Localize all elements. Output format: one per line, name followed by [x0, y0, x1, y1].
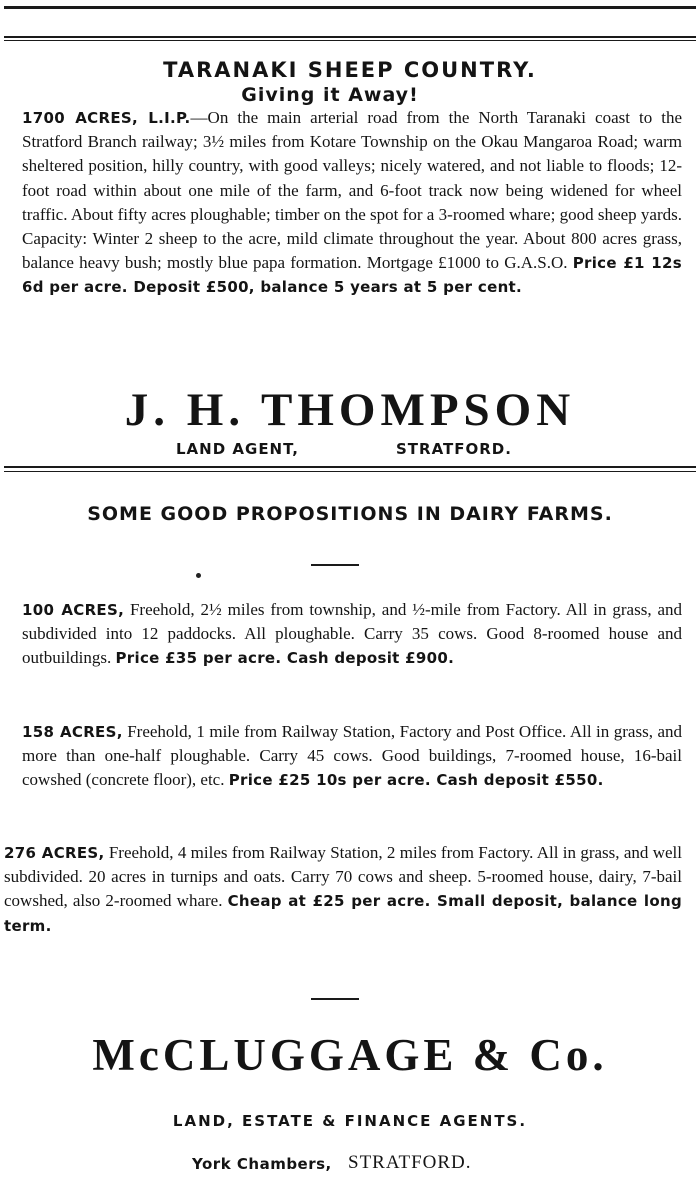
dairy-listing-100-terms: Price £35 per acre. Cash deposit £900. — [115, 649, 455, 668]
ad1-agent-name: J. H. THOMPSON — [124, 384, 576, 436]
ad1-listing — [22, 106, 682, 300]
ad-divider-rule — [4, 466, 696, 468]
ad-divider-rule-thin — [4, 471, 696, 472]
dairy-listing-276 — [4, 841, 682, 938]
ad1-title: TARANAKI SHEEP COUNTRY. — [163, 58, 537, 82]
dairy-listing-100-lead: 100 ACRES, — [22, 601, 125, 619]
dairy-listing-100-body: Freehold, 2½ miles from township, and ½-mile from Factory. All in grass, and subdivided into 12 paddocks. All ploughable. Carry 35 cows. Good 8-roomed house and outbuildings. — [22, 600, 682, 668]
ad2-title: SOME GOOD PROPOSITIONS IN DAIRY FARMS. — [87, 503, 613, 525]
dairy-listing-158-lead: 158 ACRES, — [22, 723, 123, 741]
ad1-listing-body: —On the main arterial road from the North Taranaki coast to the Stratford Branch railway; 3½ miles from Kotare Township on the Okau Mangaroa Road; warm sheltered position, hilly country, with good valleys; nicely watered, and not liable to floods; 12-foot road within about one mile of the farm, and 6-foot track now being widened for wheel traffic. About fifty acres ploughable; timber on the spot for a 3-roomed whare; good sheep yards. Capacity: Winter 2 sheep to the acre, mild climate throughout the year. About 800 acres grass, balance heavy bush; mostly blue papa formation. Mortgage £1000 to G.A.S.O. — [22, 108, 683, 273]
ad2-firm-name: McCLUGGAGE & Co. — [92, 1030, 608, 1080]
top-border-rule — [4, 6, 696, 9]
dairy-listing-158-terms: Price £25 10s per acre. Cash deposit £550. — [228, 771, 604, 790]
dairy-listing-276-body: Freehold, 4 miles from Railway Station, 2 miles from Factory. All in grass, and well subdivided. 20 acres in turnips and oats. Carry 70 cows and sheep. 5-roomed house, dairy, 7-bail cowshed, also 2-roomed whare. — [4, 843, 682, 911]
ad2-address-town: STRATFORD. — [348, 1152, 472, 1173]
header-rule-thin — [4, 40, 696, 41]
ad2-ornament-dot — [196, 573, 201, 578]
ad1-listing-lead: 1700 ACRES, L.I.P. — [22, 109, 191, 127]
header-rule — [4, 36, 696, 38]
ad1-listing-terms: Price £1 12s 6d per acre. Deposit £500, balance 5 years at 5 per cent. — [22, 254, 682, 297]
ad2-firm-rule — [311, 998, 359, 1000]
dairy-listing-276-lead: 276 ACRES, — [4, 844, 105, 862]
ad1-agent-role: LAND AGENT, — [176, 440, 299, 458]
ad2-firm-role: LAND, ESTATE & FINANCE AGENTS. — [172, 1112, 528, 1130]
dairy-listing-158-body: Freehold, 1 mile from Railway Station, Factory and Post Office. All in grass, and more than one-half ploughable. Carry 45 cows. Good buildings, 7-roomed house, 16-bail cowshed (concrete floor), etc. — [22, 722, 682, 790]
ad1-agent-town: STRATFORD. — [396, 440, 512, 458]
ad2-address-building: York Chambers, — [192, 1155, 332, 1173]
ad1-subtitle: Giving it Away! — [241, 84, 419, 106]
dairy-listing-100 — [22, 598, 682, 671]
ad2-title-rule — [311, 564, 359, 566]
dairy-listing-276-terms: Cheap at £25 per acre. Small deposit, balance long term. — [4, 892, 682, 935]
dairy-listing-158 — [22, 720, 682, 793]
